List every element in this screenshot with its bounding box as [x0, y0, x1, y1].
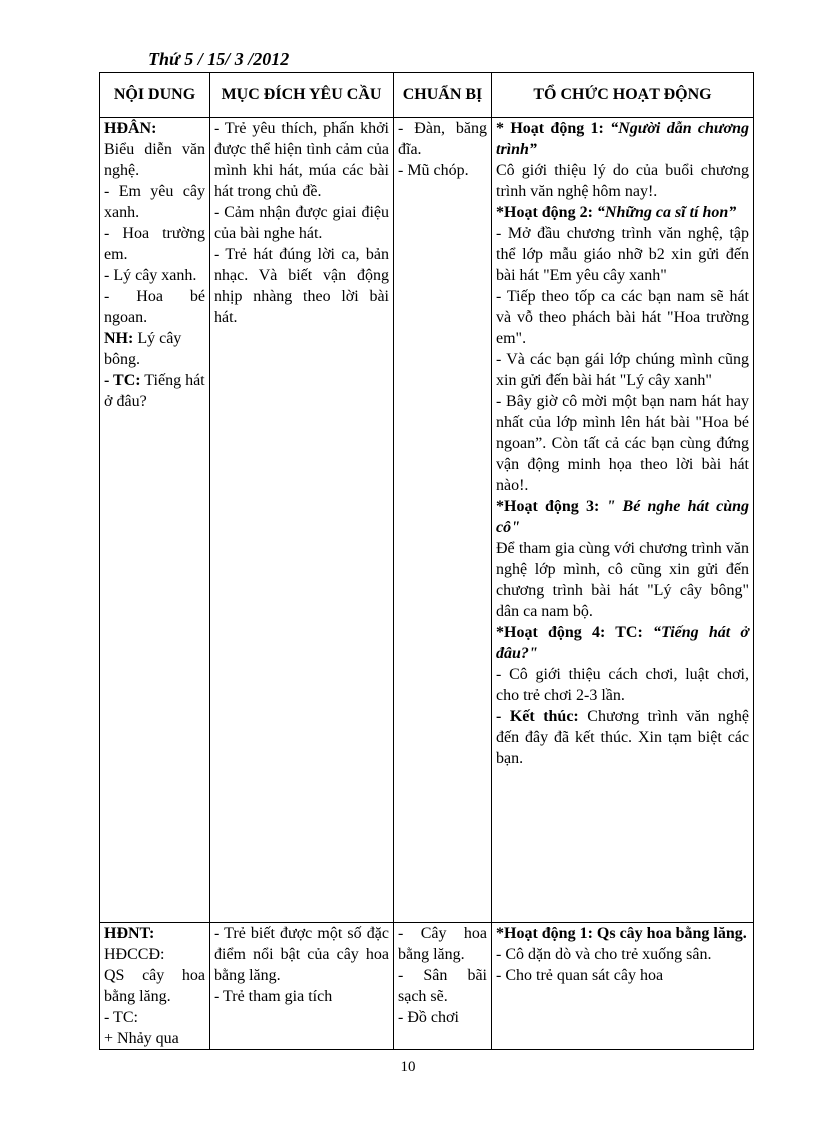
content-cell	[100, 923, 210, 1050]
activities-cell	[492, 923, 754, 1050]
activity-text: - Tiếp theo tốp ca các bạn nam sẽ hát và vỗ theo phách bài hát "Hoa trường em".	[496, 288, 749, 347]
preparation-item: - Cây hoa bằng lăng.	[398, 925, 487, 963]
activity-title: “Những ca sĩ tí hon”	[592, 204, 737, 221]
lesson-plan-table	[99, 72, 754, 1050]
content-line-nh	[104, 328, 205, 370]
activity-label: *Hoạt động 3:	[496, 498, 600, 515]
purpose-item: - Trẻ yêu thích, phấn khởi được thể hiện tình cảm của mình khi hát, múa các bài hát trong chủ đề.	[214, 120, 389, 200]
activities-cell	[492, 118, 754, 923]
content-line: Biểu diễn văn nghệ.	[104, 141, 205, 179]
tc-text: Tiếng hát ở đâu?	[104, 372, 205, 410]
activity-heading	[496, 622, 749, 664]
nh-text: Lý cây bông.	[104, 330, 182, 368]
activity-text: Để tham gia cùng với chương trình văn nghệ lớp mình, cô cũng xin gửi đến chương trình bài hát "Lý cây bông" dân ca nam bộ.	[496, 540, 749, 620]
activity-heading	[496, 118, 749, 160]
content-line: + Nhảy qua	[104, 1030, 179, 1047]
activity-text: - Và các bạn gái lớp chúng mình cũng xin gửi đến bài hát "Lý cây xanh"	[496, 351, 749, 389]
activity-heading	[496, 923, 749, 944]
activity-label: * Hoạt động 1:	[496, 120, 604, 137]
content-line: QS cây hoa bằng lăng.	[104, 967, 205, 1005]
content-line: HĐCCĐ:	[104, 946, 165, 963]
tc-label: - TC:	[104, 372, 141, 389]
column-header-purpose: MỤC ĐÍCH YÊU CẦU	[210, 73, 394, 118]
activity-label: *Hoạt động 4: TC:	[496, 624, 643, 641]
purpose-item: - Trẻ hát đúng lời ca, bản nhạc. Và biết vận động nhịp nhàng theo lời bài hát.	[214, 246, 389, 326]
table-row-music	[100, 118, 754, 923]
activity-label: *Hoạt động 2:	[496, 204, 593, 221]
column-header-activities: TỔ CHỨC HOẠT ĐỘNG	[492, 73, 754, 118]
activity-text: - Bây giờ cô mời một bạn nam hát hay nhất của lớp mình lên hát bài "Hoa bé ngoan”. Còn tất cả các bạn cùng đứng vận động minh họa theo lời bài hát nào!.	[496, 393, 749, 494]
preparation-item: - Mũ chóp.	[398, 162, 469, 179]
preparation-item: - Đồ chơi	[398, 1009, 459, 1026]
activity-text: - Cho trẻ quan sát cây hoa	[496, 967, 664, 984]
content-line-tc	[104, 370, 205, 412]
purpose-item: - Trẻ biết được một số đặc điểm nổi bật của cây hoa bằng lăng.	[214, 925, 389, 984]
content-line: - Hoa bé ngoan.	[104, 288, 205, 326]
activity-title: : Qs cây hoa bằng lăng.	[587, 925, 747, 942]
table-row-outdoor	[100, 923, 754, 1050]
activity-title: " Bé nghe hát cùng cô"	[496, 498, 750, 536]
activity-text: - Cô giới thiệu cách chơi, luật chơi, cho trẻ chơi 2-3 lần.	[496, 666, 749, 704]
activity-heading	[496, 496, 749, 538]
purpose-item: - Cảm nhận được giai điệu của bài nghe hát.	[214, 204, 389, 242]
column-header-content: NỘI DUNG	[100, 73, 210, 118]
header-row	[100, 73, 754, 118]
purpose-cell	[210, 923, 394, 1050]
content-cell	[100, 118, 210, 923]
ending-text: Chương trình văn nghệ đến đây đã kết thúc. Xin tạm biệt các bạn.	[496, 708, 749, 767]
activity-label: *Hoạt động 1	[496, 925, 588, 942]
content-line: - Em yêu cây xanh.	[104, 183, 205, 221]
content-line: - Hoa trường em.	[104, 225, 205, 263]
activity-ending	[496, 706, 749, 769]
content-line: - TC:	[104, 1009, 138, 1026]
ending-label: - Kết thúc:	[496, 708, 579, 725]
purpose-item: - Trẻ tham gia tích	[214, 988, 333, 1005]
content-title: HĐNT:	[104, 925, 155, 942]
activity-text: - Mở đầu chương trình văn nghệ, tập thể lớp mẫu giáo nhỡ b2 xin gửi đến bài hát "Em yêu cây xanh"	[496, 225, 749, 284]
page-number: 10	[400, 1059, 416, 1075]
preparation-cell	[394, 923, 492, 1050]
activity-title: “Người dẫn chương trình”	[496, 120, 749, 158]
nh-label: NH:	[104, 330, 134, 347]
activity-text: Cô giới thiệu lý do của buổi chương trình văn nghệ hôm nay!.	[496, 162, 749, 200]
activity-text: - Cô dặn dò và cho trẻ xuống sân.	[496, 946, 712, 963]
content-title: HĐÂN:	[104, 120, 157, 137]
content-line: - Lý cây xanh.	[104, 267, 197, 284]
preparation-item: - Sân bãi sạch sẽ.	[398, 967, 487, 1005]
preparation-cell	[394, 118, 492, 923]
date-heading: Thứ 5 / 15/ 3 /2012	[148, 49, 290, 69]
activity-heading	[496, 202, 749, 223]
preparation-item: - Đàn, băng đĩa.	[398, 120, 487, 158]
column-header-preparation: CHUẨN BỊ	[394, 73, 492, 118]
activity-title: “Tiếng hát ở đâu?"	[496, 624, 749, 662]
purpose-cell	[210, 118, 394, 923]
